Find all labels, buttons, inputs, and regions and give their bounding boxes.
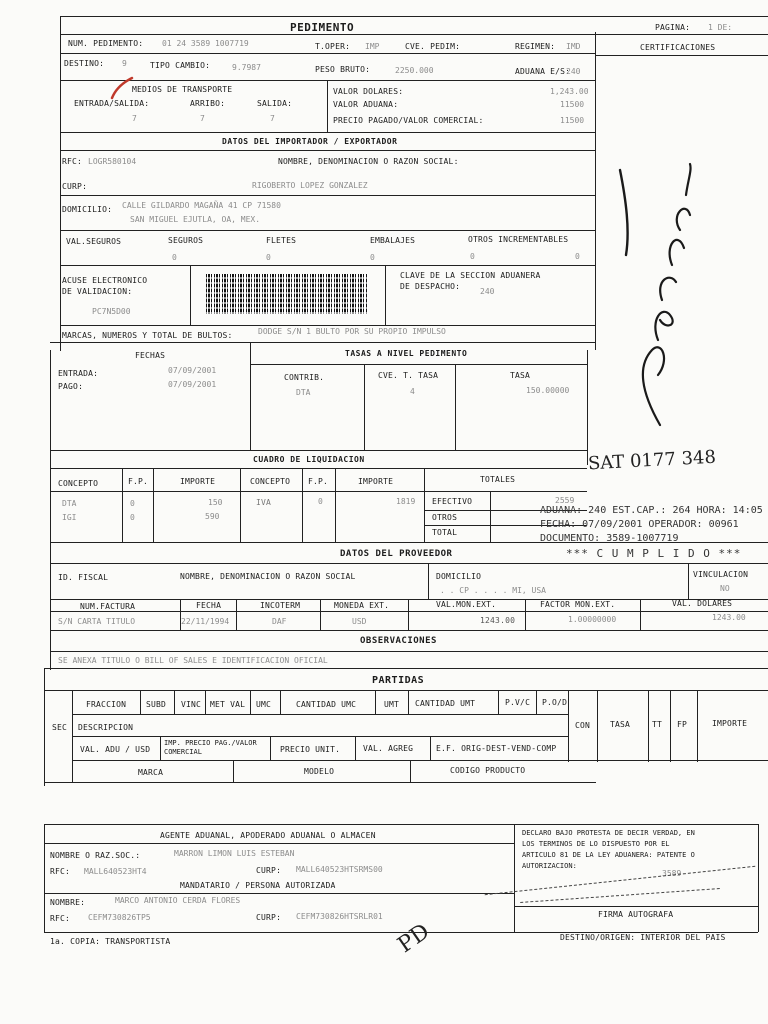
liq-col-6 — [424, 468, 425, 542]
fletes-label: FLETES — [266, 236, 297, 245]
pvc-label: P.V/C — [505, 698, 531, 707]
regimen-label: REGIMEN: — [515, 42, 556, 51]
p2-col-1 — [160, 736, 161, 760]
agente-curp-value: MALL640523HTSRMS00 — [296, 865, 383, 874]
validation-barcode — [206, 274, 368, 314]
ef-orig-label: E.F. ORIG-DEST-VEND-COMP — [436, 744, 557, 753]
agente-curp-label: CURP: — [256, 866, 282, 875]
marcas-label: MARCAS, NUMEROS Y TOTAL DE BULTOS: — [62, 331, 233, 340]
fraccion-label: FRACCION — [86, 700, 127, 709]
liq-row1-importe: 150 — [208, 498, 223, 507]
tasas-divider-1 — [364, 364, 365, 450]
p2-col-3 — [355, 736, 356, 760]
nombre-razon-label: NOMBRE, DENOMINACION O RAZON SOCIAL: — [278, 157, 459, 166]
domicilio-label: DOMICILIO: — [62, 205, 113, 214]
agente-nombre-value: MARRON LIMON LUIS ESTEBAN — [174, 849, 295, 858]
header-line-3 — [60, 53, 595, 54]
liq-header-concepto-2: CONCEPTO — [250, 477, 291, 486]
partidas-con-divider — [568, 690, 569, 762]
id-fiscal-label: ID. FISCAL — [58, 573, 109, 582]
precio-pagado-label: PRECIO PAGADO/VALOR COMERCIAL: — [333, 116, 484, 125]
fechas-divider — [250, 342, 251, 450]
factor-mon-label: FACTOR MON.EXT. — [540, 600, 616, 609]
importador-title: DATOS DEL IMPORTADOR / EXPORTADOR — [222, 137, 398, 146]
pod-label: P.O/D — [542, 698, 568, 707]
val-mon-ext-value: 1243.00 — [480, 616, 516, 625]
liq-row2-concepto: IGI — [62, 513, 77, 522]
observaciones-title: OBSERVACIONES — [360, 636, 437, 646]
p-col-9 — [536, 690, 537, 714]
clave-seccion-label-1: CLAVE DE LA SECCION ADUANERA — [400, 271, 541, 280]
declaro-line-1: DECLARO BAJO PROTESTA DE DECIR VERDAD, EN — [522, 829, 695, 837]
importe-col-label: IMPORTE — [712, 719, 748, 728]
fecha-entrada-value: 07/09/2001 — [168, 366, 217, 375]
liq-col-2 — [153, 468, 154, 542]
clave-seccion-value: 240 — [480, 287, 495, 296]
descripcion-label: DESCRIPCION — [78, 723, 134, 732]
fechas-title: FECHAS — [135, 351, 166, 360]
liq-header-fp: F.P. — [128, 477, 149, 486]
partidas-tt-divider — [648, 690, 649, 762]
val-dolares-label: VAL. DOLARES — [672, 599, 733, 608]
factura-top-line — [50, 599, 768, 600]
header-top-line — [60, 16, 768, 17]
partidas-title: PARTIDAS — [372, 675, 425, 686]
valor-dolares-value: 1,243.00 — [550, 87, 589, 96]
factura-fecha-label: FECHA — [196, 601, 222, 610]
moneda-ext-label: MONEDA EXT. — [334, 601, 390, 610]
declaro-line-2: LOS TERMINOS DE LO DISPUESTO POR EL — [522, 840, 670, 848]
red-pen-mark — [108, 74, 138, 104]
importador-title-line — [60, 150, 595, 151]
mandatario-rfc-value: CEFM730826TP5 — [88, 913, 151, 922]
valor-aduana-value: 11500 — [560, 100, 585, 109]
factura-header-line — [50, 611, 768, 612]
factor-value: 1.00000000 — [568, 615, 617, 624]
mandatario-curp-label: CURP: — [256, 913, 282, 922]
importador-nombre-value: RIGOBERTO LOPEZ GONZALEZ — [252, 181, 368, 190]
liq-row1-concepto2: IVA — [256, 498, 272, 507]
acuse-label-1: ACUSE ELECTRONICO — [62, 276, 148, 285]
tasas-title: TASAS A NIVEL PEDIMENTO — [345, 349, 468, 358]
met-val-label: MET VAL — [210, 700, 246, 709]
observaciones-title-line — [50, 651, 768, 652]
agente-divider — [514, 824, 515, 932]
aduana-es-value: 240 — [566, 67, 581, 76]
p-col-5 — [280, 690, 281, 714]
agente-left — [44, 824, 45, 932]
proveedor-divider-1 — [428, 563, 429, 599]
liq-row1-importe2: 1819 — [396, 497, 416, 506]
proveedor-title: DATOS DEL PROVEEDOR — [340, 549, 453, 559]
signature-dash-line-2 — [520, 888, 720, 903]
arribo-value: 7 — [200, 114, 205, 123]
marcas-value: DODGE S/N 1 BULTO POR SU PROPIO IMPULSO — [258, 327, 446, 336]
liquidacion-header-line — [50, 468, 587, 469]
agente-rfc-value: MALL640523HT4 — [84, 867, 147, 876]
tasa-value: 150.00000 — [526, 386, 570, 395]
marca-label: MARCA — [138, 768, 164, 777]
val-agreg-label: VAL. AGREG — [363, 744, 414, 753]
num-pedimento-value: 01 24 3589 1007719 — [162, 39, 249, 48]
efectivo-label: EFECTIVO — [432, 497, 473, 506]
liq-col-5 — [335, 468, 336, 542]
codigo-producto-label: CODIGO PRODUCTO — [450, 766, 526, 775]
cve-pedim-label: CVE. PEDIM: — [405, 42, 461, 51]
moneda-value: USD — [352, 617, 367, 626]
stamp-cumplido: *** C U M P L I D O *** — [566, 547, 742, 560]
umc-label: UMC — [256, 700, 272, 709]
curp-label: CURP: — [62, 182, 88, 191]
proveedor-divider-2 — [688, 563, 689, 599]
valor-dolares-label: VALOR DOLARES: — [333, 87, 404, 96]
valor-aduana-label: VALOR ADUANA: — [333, 100, 399, 109]
proveedor-domicilio-value: . . CP . . . . MI, USA — [440, 586, 546, 595]
handwritten-signature — [600, 160, 710, 430]
liquidacion-top-line — [50, 450, 587, 451]
mandatario-nombre-value: MARCO ANTONIO CERDA FLORES — [115, 896, 241, 905]
certificaciones-title: CERTIFICACIONES — [640, 43, 716, 52]
domicilio-line1: CALLE GILDARDO MAGAÑA 41 CP 71580 — [122, 201, 281, 210]
frame-left-top — [60, 16, 61, 351]
declaro-line-4: AUTORIZACION: — [522, 862, 577, 870]
precio-unit-label: PRECIO UNIT. — [280, 745, 341, 754]
tasa-col-label: TASA — [610, 720, 631, 729]
rfc-value: LOGR580104 — [88, 157, 137, 166]
val-adu-label: VAL. ADU / USD — [80, 745, 151, 754]
val-seguros-label: VAL.SEGUROS — [66, 237, 122, 246]
proveedor-title-line — [50, 563, 768, 564]
liq-header-importe-2: IMPORTE — [358, 477, 394, 486]
entrada-salida-value: 7 — [132, 114, 137, 123]
p2-col-4 — [430, 736, 431, 760]
signature-dash-line — [485, 866, 756, 895]
agente-title-line — [44, 843, 514, 844]
partidas-tasa-divider — [597, 690, 598, 762]
pagina-value: 1 DE: — [708, 23, 733, 32]
t-oper-value: IMP — [365, 42, 380, 51]
entrada-salida-label: ENTRADA/SALIDA: — [74, 99, 150, 108]
tipo-cambio-value: 9.7987 — [232, 63, 261, 72]
precio-pagado-value: 11500 — [560, 116, 585, 125]
mandatario-curp-value: CEFM730826HTSRLR01 — [296, 912, 383, 921]
cve-tasa-label: CVE. T. TASA — [378, 371, 439, 380]
p2-col-2 — [270, 736, 271, 760]
agente-nombre-label: NOMBRE O RAZ.SOC.: — [50, 851, 141, 860]
medios-transporte-label: MEDIOS DE TRANSPORTE — [132, 85, 233, 94]
liq-header-totales: TOTALES — [480, 475, 516, 484]
importador-top-line — [60, 132, 595, 133]
initials-mark: PD — [393, 919, 435, 959]
observaciones-top-line — [50, 630, 768, 631]
peso-bruto-label: PESO BRUTO: — [315, 65, 371, 74]
salida-label: SALIDA: — [257, 99, 293, 108]
liq-row1-fp2: 0 — [318, 497, 323, 506]
agente-title: AGENTE ADUANAL, APODERADO ADUANAL O ALMACEN — [160, 831, 376, 840]
agente-rfc-label: RFC: — [50, 867, 71, 876]
con-label: CON — [575, 721, 591, 730]
sec-label: SEC — [52, 723, 68, 732]
domicilio-line — [60, 195, 595, 196]
val-seguros-value: 0 — [172, 253, 177, 262]
liq-row2-importe: 590 — [205, 512, 220, 521]
factura-fecha-value: 22/11/1994 — [181, 617, 230, 626]
vinculacion-label: VINCULACION — [693, 570, 749, 579]
tt-label: TT — [652, 720, 663, 729]
total-label: TOTAL — [432, 528, 458, 537]
tasa-label: TASA — [510, 371, 531, 380]
rfc-label: RFC: — [62, 157, 83, 166]
acuse-divider-1 — [190, 265, 191, 325]
incoterm-value: DAF — [272, 617, 287, 626]
factura-col-4 — [408, 599, 409, 630]
destino-value: 9 — [122, 59, 127, 68]
fecha-pago-label: PAGO: — [58, 382, 84, 391]
liq-row1-concepto: DTA — [62, 499, 77, 508]
fechas-top-line — [50, 342, 595, 343]
header-line-2 — [60, 34, 768, 35]
acuse-top-line — [60, 265, 595, 266]
val-mon-ext-label: VAL.MON.EXT. — [436, 600, 497, 609]
agente-top-line — [44, 824, 758, 825]
p-col-1 — [140, 690, 141, 714]
salida-value: 7 — [270, 114, 275, 123]
liquidacion-title: CUADRO DE LIQUIDACION — [253, 455, 365, 464]
arribo-label: ARRIBO: — [190, 99, 226, 108]
liq-header-concepto: CONCEPTO — [58, 479, 99, 488]
copia-label: 1a. COPIA: TRANSPORTISTA — [50, 937, 171, 946]
liq-col-3 — [240, 468, 241, 542]
regimen-value: IMD — [566, 42, 581, 51]
domicilio-line2: SAN MIGUEL EJUTLA, OA, MEX. — [130, 215, 261, 224]
destino-label: DESTINO: — [64, 59, 105, 68]
mandatario-title: MANDATARIO / PERSONA AUTORIZADA — [180, 881, 336, 890]
partidas-row3-line — [72, 760, 768, 761]
destino-origen-label: DESTINO/ORIGEN: INTERIOR DEL PAIS — [560, 933, 726, 942]
marcas-top-line — [60, 325, 595, 326]
factura-col-2 — [236, 599, 237, 630]
agente-right — [758, 824, 759, 932]
num-pedimento-label: NUM. PEDIMENTO: — [68, 39, 144, 48]
liq-col-1 — [122, 468, 123, 542]
contrib-label: CONTRIB. — [284, 373, 325, 382]
certificaciones-divider — [595, 32, 596, 350]
proveedor-nombre-label: NOMBRE, DENOMINACION O RAZON SOCIAL — [180, 572, 356, 581]
proveedor-domicilio-label: DOMICILIO — [436, 572, 482, 581]
factura-col-6 — [640, 599, 641, 630]
umt-label: UMT — [384, 700, 400, 709]
otros-value: 0 — [575, 252, 580, 261]
val-dolares-value: 1243.00 — [712, 613, 746, 622]
cantidad-umt-label: CANTIDAD UMT — [415, 699, 476, 708]
seguros-label: SEGUROS — [168, 236, 204, 245]
cantidad-umc-label: CANTIDAD UMC — [296, 700, 357, 709]
partidas-row2-line — [72, 736, 568, 737]
pagina-label: PAGINA: — [655, 23, 691, 32]
document-title: PEDIMENTO — [290, 21, 355, 34]
aduana-es-label: ADUANA E/S: — [515, 67, 571, 76]
acuse-divider-2 — [385, 265, 386, 325]
acuse-value: PC7N5D00 — [92, 307, 131, 316]
declaro-line-3: ARTICULO 81 DE LA LEY ADUANERA: PATENTE O — [522, 851, 695, 859]
partidas-bottom-line — [44, 782, 596, 783]
mandatario-nombre-label: NOMBRE: — [50, 898, 86, 907]
firma-line — [514, 906, 758, 907]
mandatario-line — [44, 893, 514, 894]
p-col-7 — [408, 690, 409, 714]
num-factura-label: NUM.FACTURA — [80, 602, 136, 611]
tipo-cambio-label: TIPO CAMBIO: — [150, 61, 211, 70]
vinc-label: VINC — [181, 700, 202, 709]
modelo-label: MODELO — [304, 767, 335, 776]
fletes-value: 0 — [370, 253, 375, 262]
p-col-4 — [250, 690, 251, 714]
cve-tasa-value: 4 — [410, 387, 415, 396]
fp-label: FP — [677, 720, 688, 729]
p-col-6 — [375, 690, 376, 714]
p3-col-2 — [410, 760, 411, 782]
clave-seccion-label-2: DE DESPACHO: — [400, 282, 461, 291]
p3-col-1 — [233, 760, 234, 782]
embalajes-label: EMBALAJES — [370, 236, 416, 245]
otros-label: OTROS — [432, 513, 458, 522]
partidas-importe-divider — [697, 690, 698, 762]
observaciones-text: SE ANEXA TITULO O BILL OF SALES E IDENTIFICACION OFICIAL — [58, 656, 328, 665]
liq-col-7 — [490, 491, 491, 542]
p-col-8 — [498, 690, 499, 714]
acuse-label-2: DE VALIDACION: — [62, 287, 133, 296]
peso-bruto-value: 2250.000 — [395, 66, 434, 75]
partidas-top-line — [44, 668, 768, 669]
fecha-entrada-label: ENTRADA: — [58, 369, 99, 378]
stamp-documento-line: DOCUMENTO: 3589-1007719 — [540, 533, 679, 544]
p-col-2 — [174, 690, 175, 714]
num-factura-value: S/N CARTA TITULO — [58, 617, 136, 626]
mandatario-rfc-label: RFC: — [50, 914, 71, 923]
frame-left-mid — [50, 350, 51, 670]
seguros-value: 0 — [266, 253, 271, 262]
imp-precio-label: IMP. PRECIO PAG./VALOR COMERCIAL — [164, 739, 257, 756]
factura-col-5 — [525, 599, 526, 630]
otros-incrementables-label: OTROS INCREMENTABLES — [468, 235, 569, 244]
partidas-fp-divider — [670, 690, 671, 762]
liq-col-4 — [302, 468, 303, 542]
stamp-fecha-line: FECHA: 07/09/2001 OPERADOR: 00961 — [540, 519, 739, 530]
vinculacion-value: NO — [720, 584, 730, 593]
liq-row1-fp: 0 — [130, 499, 135, 508]
handwritten-code: SAT 0177 348 — [587, 446, 717, 475]
stamp-aduana-line: ADUANA: 240 EST.CAP.: 264 HORA: 14:05 — [540, 505, 763, 516]
fecha-pago-value: 07/09/2001 — [168, 380, 217, 389]
certificaciones-line — [595, 55, 768, 56]
transporte-divider — [327, 80, 328, 132]
liq-row2-fp: 0 — [130, 513, 135, 522]
liq-header-fp-2: F.P. — [308, 477, 329, 486]
tasas-title-line — [250, 364, 587, 365]
firma-label: FIRMA AUTOGRAFA — [598, 910, 674, 919]
incoterm-label: INCOTERM — [260, 601, 301, 610]
seguros-line — [60, 230, 595, 231]
subd-label: SUBD — [146, 700, 167, 709]
t-oper-label: T.OPER: — [315, 42, 351, 51]
partidas-row1-line — [72, 714, 568, 715]
factura-col-3 — [320, 599, 321, 630]
liquidacion-header-bottom — [50, 491, 587, 492]
contrib-value: DTA — [296, 388, 311, 397]
embalajes-value: 0 — [470, 252, 475, 261]
p-col-3 — [205, 690, 206, 714]
partidas-title-line — [44, 690, 768, 691]
frame-right-mid — [587, 350, 588, 465]
liq-header-importe: IMPORTE — [180, 477, 216, 486]
efectivo-value: 2559 — [555, 496, 575, 505]
frame-left-bottom — [44, 668, 45, 786]
tasas-divider-2 — [455, 364, 456, 450]
patente-value: 3589 — [662, 869, 682, 878]
